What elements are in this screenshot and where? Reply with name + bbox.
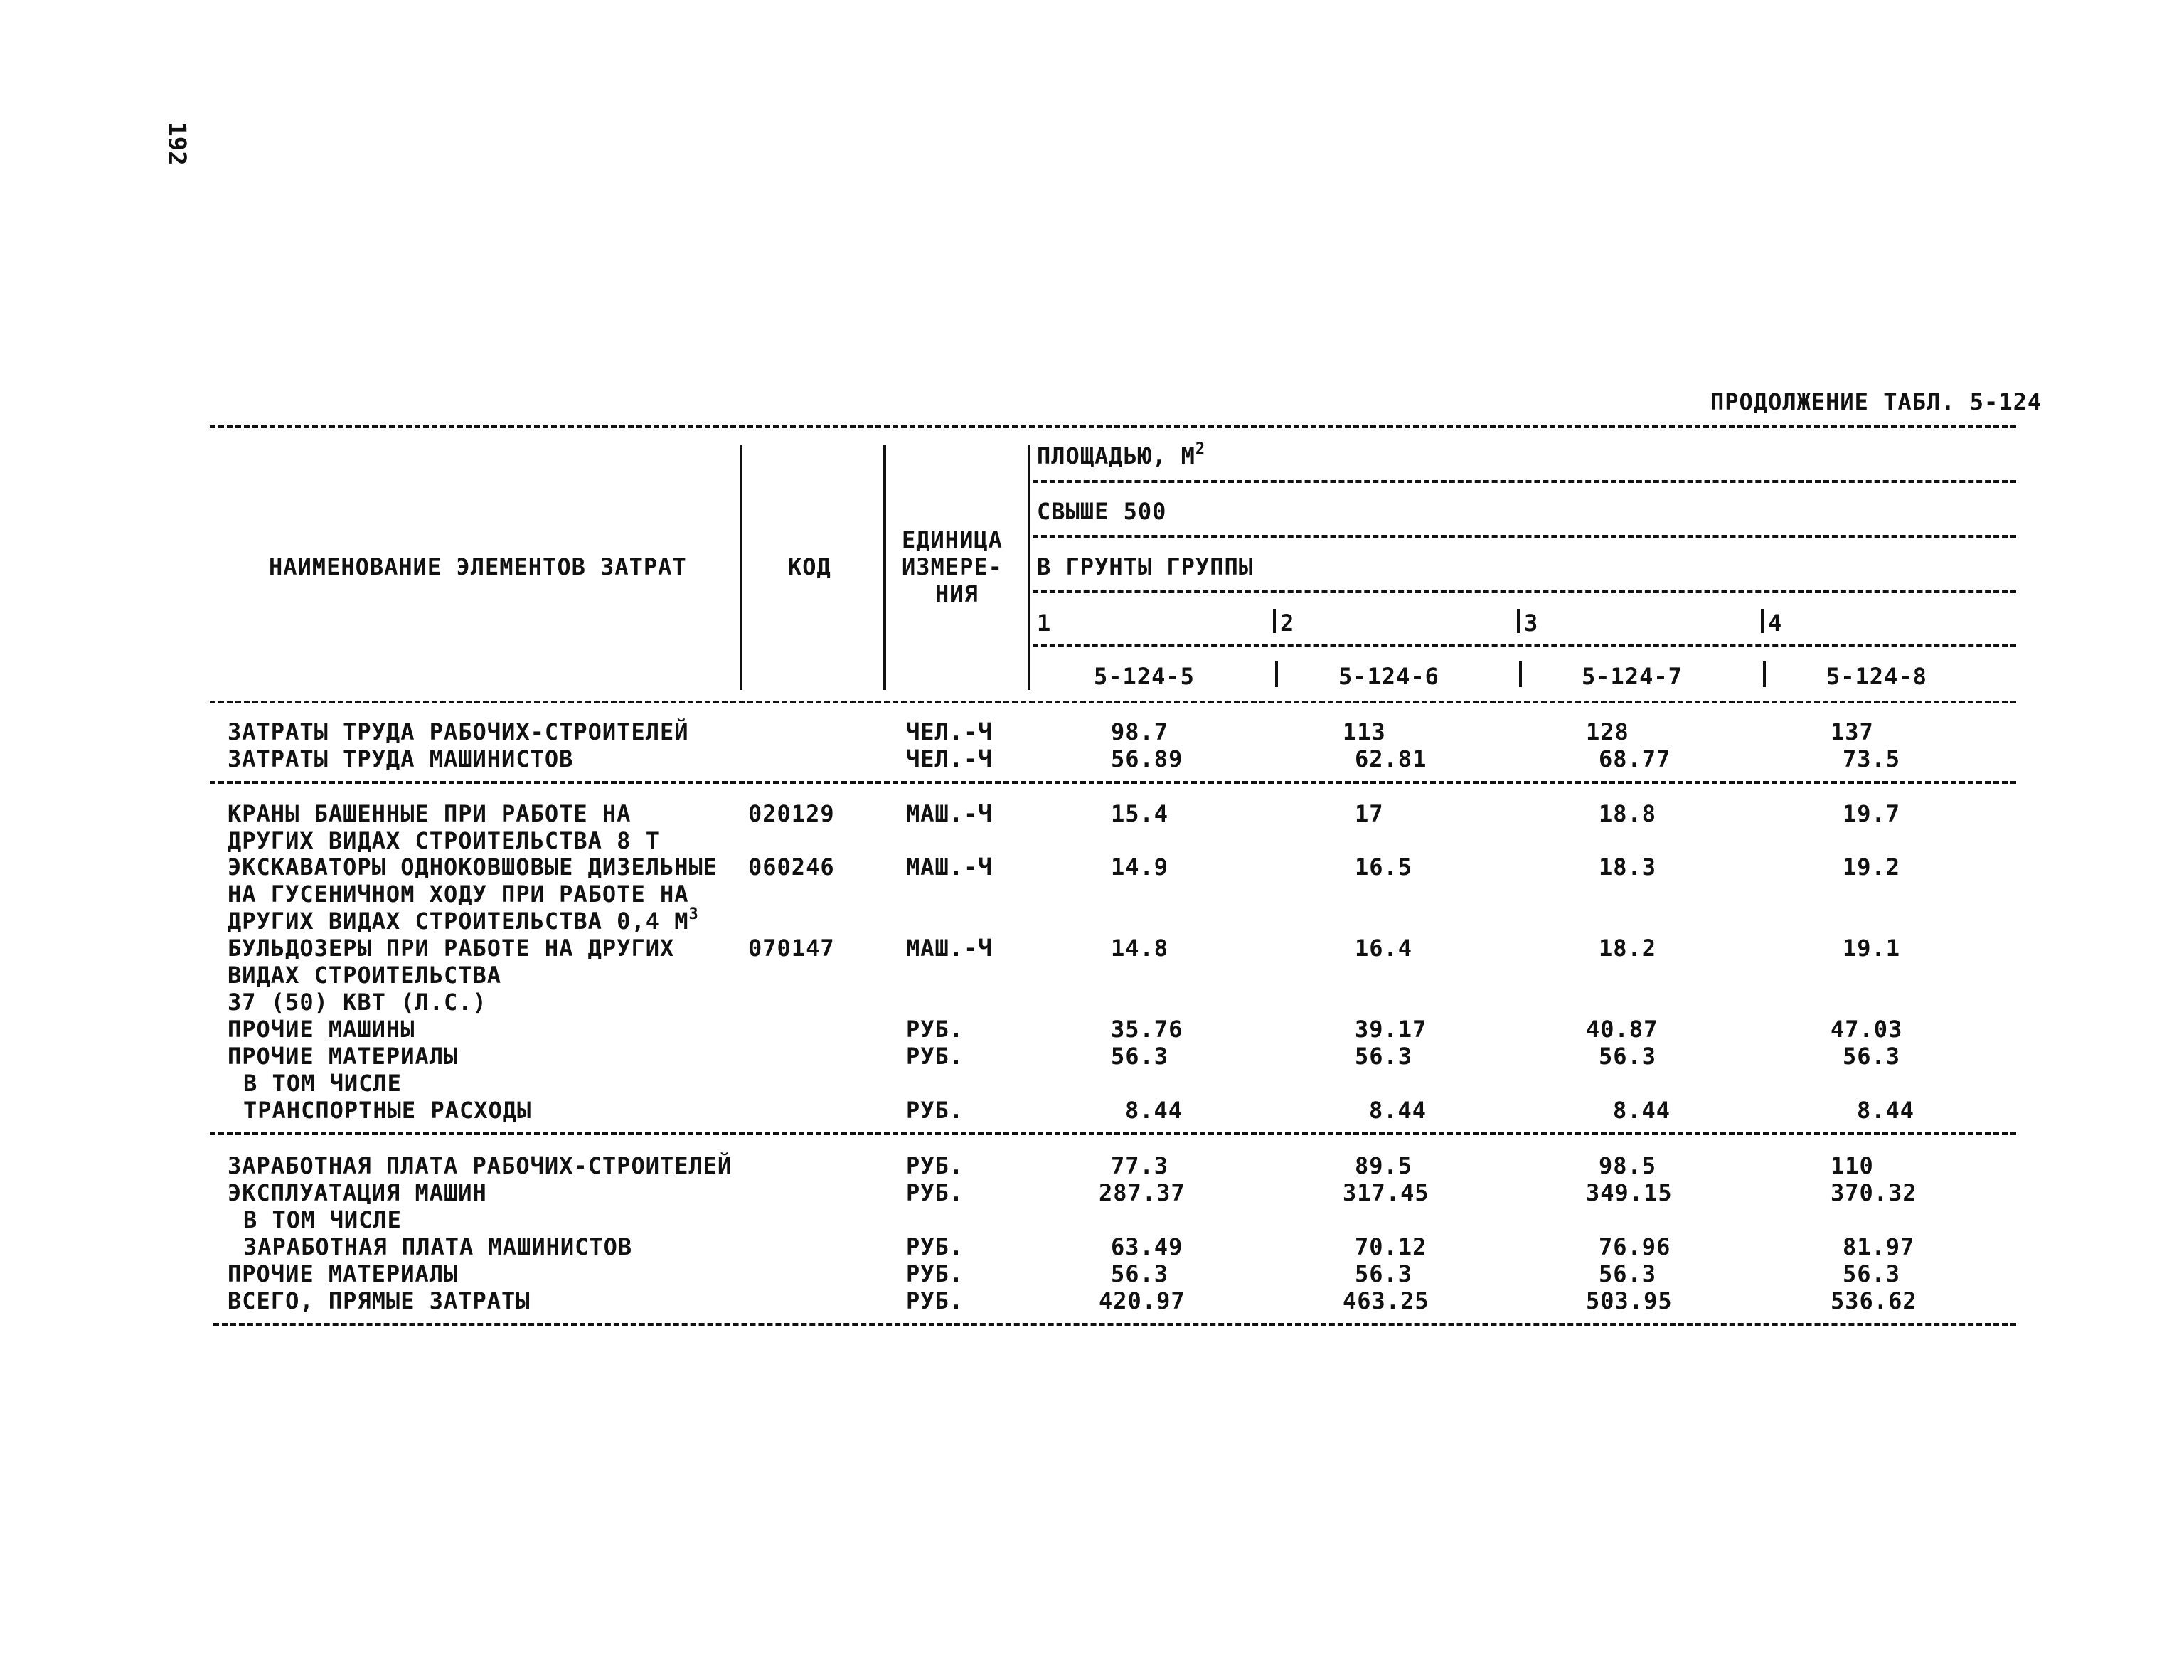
row-labor-workers-name: ЗАТРАТЫ ТРУДА РАБОЧИХ-СТРОИТЕЛЕЙ [228,718,689,745]
row-other-materials-2-v4: 56.3 [1843,1260,1901,1287]
row-other-materials-unit: РУБ. [906,1043,964,1070]
row-transport-unit: РУБ. [906,1097,964,1124]
code-5-124-6: 5-124-6 [1338,663,1439,690]
row-excavators-v2: 16.5 [1355,854,1413,881]
row-including-label: В ТОМ ЧИСЛЕ [243,1070,402,1097]
row-operator-wages-v1: 63.49 [1111,1233,1183,1260]
row-transport-name: ТРАНСПОРТНЫЕ РАСХОДЫ [243,1097,532,1124]
row-machine-op-unit: РУБ. [906,1179,964,1206]
row-other-materials-2-v2: 56.3 [1355,1260,1413,1287]
header-rule-1 [1033,480,2016,483]
row-excavators-name-3: ДРУГИХ ВИДАХ СТРОИТЕЛЬСТВА 0,4 $М^3$ [228,905,699,935]
row-including-label-2: В ТОМ ЧИСЛЕ [243,1206,402,1233]
header-area: ПЛОЩАДЬЮ, $М^2$ [1037,440,1206,469]
row-operator-wages-v3: 76.96 [1599,1233,1671,1260]
row-cranes-v3: 18.8 [1599,800,1657,827]
group-3: 3 [1524,610,1539,637]
code-5-124-7: 5-124-7 [1582,663,1683,690]
row-bulldozers-v2: 16.4 [1355,935,1413,962]
code-divider-3 [1763,661,1766,687]
row-other-materials-v4: 56.3 [1843,1043,1901,1070]
row-excavators-v4: 19.2 [1843,854,1901,881]
header-rule-4 [1033,644,2016,647]
row-other-materials-2-unit: РУБ. [906,1260,964,1287]
row-other-materials-name: ПРОЧИЕ МАТЕРИАЛЫ [228,1043,459,1070]
table-bottom-rule [213,1323,2016,1326]
row-other-machines-name: ПРОЧИЕ МАШИНЫ [228,1016,415,1043]
row-cranes-name-1: КРАНЫ БАШЕННЫЕ ПРИ РАБОТЕ НА [228,800,632,827]
row-labor-operators-v2: 62.81 [1355,745,1427,772]
row-other-machines-v4: 47.03 [1831,1016,1903,1043]
row-labor-operators-name: ЗАТРАТЫ ТРУДА МАШИНИСТОВ [228,745,574,772]
continuation-title: ПРОДОЛЖЕНИЕ ТАБЛ. 5-124 [1710,388,2042,415]
row-cranes-v2: 17 [1355,800,1384,827]
row-labor-workers-v4: 137 [1831,718,1874,745]
row-total-name: ВСЕГО, ПРЯМЫЕ ЗАТРАТЫ [228,1287,531,1314]
row-transport-v2: 8.44 [1369,1097,1427,1124]
section1-rule [210,781,2016,784]
row-total-v2: 463.25 [1343,1287,1429,1314]
row-excavators-name-2: НА ГУСЕНИЧНОМ ХОДУ ПРИ РАБОТЕ НА [228,881,689,908]
row-machine-op-v3: 349.15 [1586,1179,1673,1206]
row-bulldozers-code: 070147 [748,935,835,962]
row-other-materials-2-v1: 56.3 [1111,1260,1169,1287]
row-cranes-v1: 15.4 [1111,800,1169,827]
table-top-rule [210,425,2016,428]
row-cranes-v4: 19.7 [1843,800,1901,827]
header-rule-3 [1033,590,2016,593]
row-total-v4: 536.62 [1831,1287,1917,1314]
row-operator-wages-v2: 70.12 [1355,1233,1427,1260]
row-wages-v4: 110 [1831,1152,1874,1179]
row-other-materials-2-name: ПРОЧИЕ МАТЕРИАЛЫ [228,1260,459,1287]
row-other-materials-v3: 56.3 [1599,1043,1657,1070]
row-wages-unit: РУБ. [906,1152,964,1179]
row-bulldozers-name-2: ВИДАХ СТРОИТЕЛЬСТВА [228,962,502,989]
row-other-materials-2-v3: 56.3 [1599,1260,1657,1287]
row-transport-v1: 8.44 [1125,1097,1183,1124]
row-bulldozers-v3: 18.2 [1599,935,1657,962]
group-divider-3 [1517,609,1520,633]
row-other-machines-v3: 40.87 [1586,1016,1658,1043]
row-machine-op-v2: 317.45 [1343,1179,1429,1206]
row-labor-workers-unit: ЧЕЛ.-Ч [906,718,993,745]
header-divider-name-code [740,445,742,690]
row-cranes-name-2: ДРУГИХ ВИДАХ СТРОИТЕЛЬСТВА 8 Т [228,827,660,854]
code-5-124-8: 5-124-8 [1826,663,1927,690]
row-total-v3: 503.95 [1586,1287,1673,1314]
group-4: 4 [1768,610,1783,637]
row-transport-v3: 8.44 [1613,1097,1671,1124]
page-number: 192 [162,122,191,166]
row-excavators-unit: МАШ.-Ч [906,854,993,881]
row-wages-v1: 77.3 [1111,1152,1169,1179]
header-name: НАИМЕНОВАНИЕ ЭЛЕМЕНТОВ ЗАТРАТ [269,553,687,580]
group-divider-2 [1273,609,1276,633]
row-labor-operators-unit: ЧЕЛ.-Ч [906,745,993,772]
row-labor-workers-v2: 113 [1343,718,1386,745]
row-cranes-code: 020129 [748,800,835,827]
header-unit-line1: ЕДИНИЦА [902,526,1003,553]
row-excavators-v1: 14.9 [1111,854,1169,881]
header-over: СВЫШЕ 500 [1037,498,1167,525]
row-bulldozers-name-3: 37 (50) КВТ (Л.С.) [228,989,487,1016]
row-machine-op-name: ЭКСПЛУАТАЦИЯ МАШИН [228,1179,487,1206]
row-other-machines-unit: РУБ. [906,1016,964,1043]
row-labor-workers-v3: 128 [1586,718,1629,745]
row-wages-name: ЗАРАБОТНАЯ ПЛАТА РАБОЧИХ-СТРОИТЕЛЕЙ [228,1152,733,1179]
row-machine-op-v1: 287.37 [1099,1179,1186,1206]
row-operator-wages-v4: 81.97 [1843,1233,1915,1260]
row-labor-operators-v1: 56.89 [1111,745,1183,772]
row-machine-op-v4: 370.32 [1831,1179,1917,1206]
row-labor-workers-v1: 98.7 [1111,718,1169,745]
row-total-v1: 420.97 [1099,1287,1186,1314]
group-1: 1 [1037,610,1052,637]
row-other-materials-v1: 56.3 [1111,1043,1169,1070]
row-bulldozers-v1: 14.8 [1111,935,1169,962]
code-divider-2 [1519,661,1522,687]
row-labor-operators-v4: 73.5 [1843,745,1901,772]
row-other-machines-v2: 39.17 [1355,1016,1427,1043]
row-operator-wages-unit: РУБ. [906,1233,964,1260]
row-bulldozers-unit: МАШ.-Ч [906,935,993,962]
row-wages-v3: 98.5 [1599,1152,1657,1179]
header-bottom-rule [210,701,2016,703]
row-other-machines-v1: 35.76 [1111,1016,1183,1043]
header-unit-line3: НИЯ [935,580,979,607]
header-soil: В ГРУНТЫ ГРУППЫ [1037,553,1253,580]
header-unit-line2: ИЗМЕРЕ- [902,553,1003,580]
row-bulldozers-v4: 19.1 [1843,935,1901,962]
row-excavators-name-1: ЭКСКАВАТОРЫ ОДНОКОВШОВЫЕ ДИЗЕЛЬНЫЕ [228,854,718,881]
row-wages-v2: 89.5 [1355,1152,1413,1179]
group-2: 2 [1280,610,1295,637]
header-divider-unit-values [1028,445,1030,690]
header-rule-2 [1033,535,2016,538]
header-divider-code-unit [883,445,886,690]
code-divider-1 [1275,661,1278,687]
row-total-unit: РУБ. [906,1287,964,1314]
row-excavators-code: 060246 [748,854,835,881]
section2-rule [210,1132,2016,1135]
row-operator-wages-name: ЗАРАБОТНАЯ ПЛАТА МАШИНИСТОВ [243,1233,633,1260]
row-excavators-v3: 18.3 [1599,854,1657,881]
header-code: КОД [788,553,831,580]
code-5-124-5: 5-124-5 [1094,663,1195,690]
row-bulldozers-name-1: БУЛЬДОЗЕРЫ ПРИ РАБОТЕ НА ДРУГИХ [228,935,675,962]
group-divider-4 [1761,609,1764,633]
row-labor-operators-v3: 68.77 [1599,745,1671,772]
row-other-materials-v2: 56.3 [1355,1043,1413,1070]
row-transport-v4: 8.44 [1857,1097,1915,1124]
row-cranes-unit: МАШ.-Ч [906,800,993,827]
